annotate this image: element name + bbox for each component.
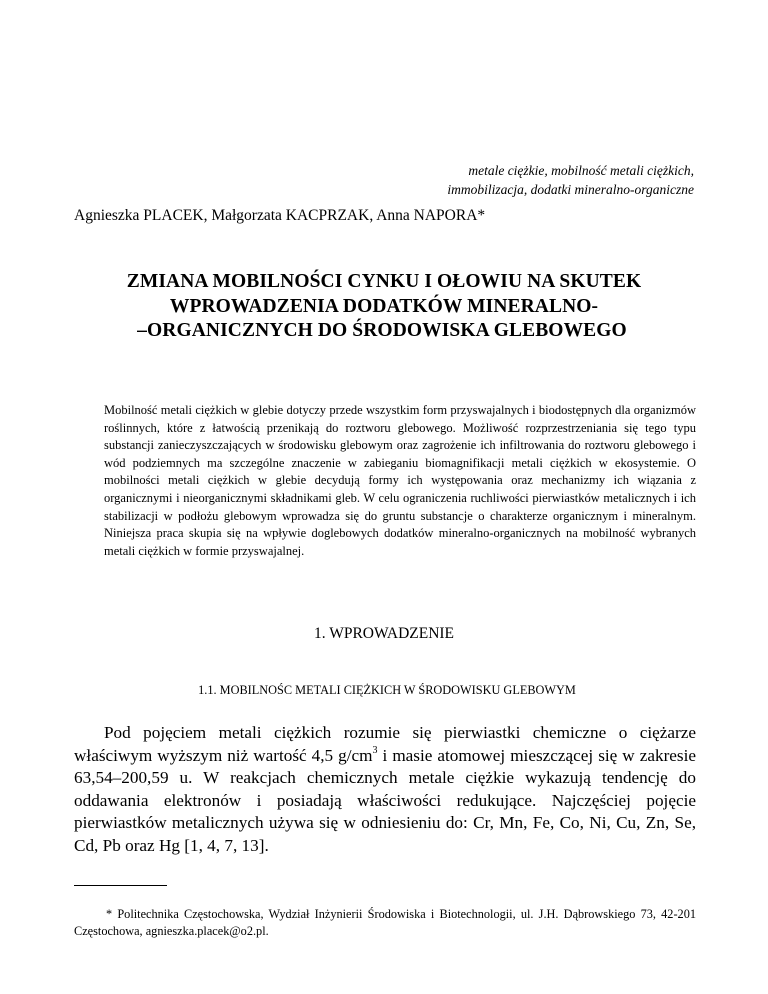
title-line-1: ZMIANA MOBILNOŚCI CYNKU I OŁOWIU NA SKUTEK	[126, 271, 642, 292]
keywords	[274, 161, 694, 199]
body-paragraph	[74, 722, 696, 857]
title-line-2: WPROWADZENIA DODATKÓW MINERALNO-	[169, 295, 599, 317]
abstract: Mobilność metali ciężkich w glebie dotyczy przede wszystkim form przyswajalnych i biodostępnych dla organizmów roślinnych, które z łatwością przenikają do roztworu glebowego. Możliwość rozprzestrzeniania się tego typu substancji zanieczyszczających w środowisku glebowym oraz zagrożenie ich infiltrowania do roztworu glebowego i wód podziemnych ma szczególne znaczenie w zabieganiu biomagnifikacji metali ciężkich w ekosystemie. O mobilności metali ciężkich w glebie decydują formy ich występowania oraz mechanizmy ich wiązania z organicznymi i nieorganicznymi składnikami gleb. W celu ograniczenia ruchliwości pierwiastków metalicznych i ich stabilizacji w podłożu glebowym wprowadza się do gruntu substancje o charakterze organicznym i mineralnym. Niniejsza praca skupia się na wpływie doglebowych dodatków mineralno-organicznych na mobilność wybranych metali ciężkich w formie przyswajalnej.	[104, 403, 696, 558]
keywords-line-1: metale ciężkie, mobilność metali ciężkich,	[468, 163, 694, 178]
footnote-divider	[74, 885, 167, 886]
superscript: 3	[372, 744, 378, 756]
body-text-part-1: Pod pojęciem metali ciężkich rozumie się pierwiastki chemiczne o ciężarze właściwym wyższym niż wartość 4,5 g/cm	[74, 723, 696, 765]
footnote: * Politechnika Częstochowska, Wydział Inżynierii Środowiska i Biotechnologii, ul. J.H. Dąbrowskiego 73, 42-201 Częstochowa, agnieszka.placek@o2.pl.	[74, 907, 696, 938]
title-line-3: –ORGANICZNYCH DO ŚRODOWISKA GLEBOWEGO	[137, 320, 627, 341]
section-heading: 1. WPROWADZENIE	[313, 625, 455, 642]
subsection-heading: 1.1. MOBILNOŚC METALI CIĘŻKICH W ŚRODOWISKU GLEBOWYM	[198, 683, 576, 697]
body-text-part-2: i masie atomowej mieszczącej się w zakresie 63,54–200,59 u. W reakcjach chemicznych metale ciężkie wykazują tendencję do oddawania elektronów i posiadają właściwości redukujące. Najczęściej pojęcie pierwiastków metalicznych używa się w odniesieniu do: Cr, Mn, Fe, Co, Ni, Cu, Zn, Se, Cd, Pb oraz Hg [1, 4, 7, 13].	[74, 745, 697, 855]
keywords-line-2: immobilizacja, dodatki mineralno-organiczne	[447, 182, 694, 197]
authors: Agnieszka PLACEK, Małgorzata KACPRZAK, Anna NAPORA*	[74, 207, 486, 224]
paper-title	[74, 270, 694, 344]
